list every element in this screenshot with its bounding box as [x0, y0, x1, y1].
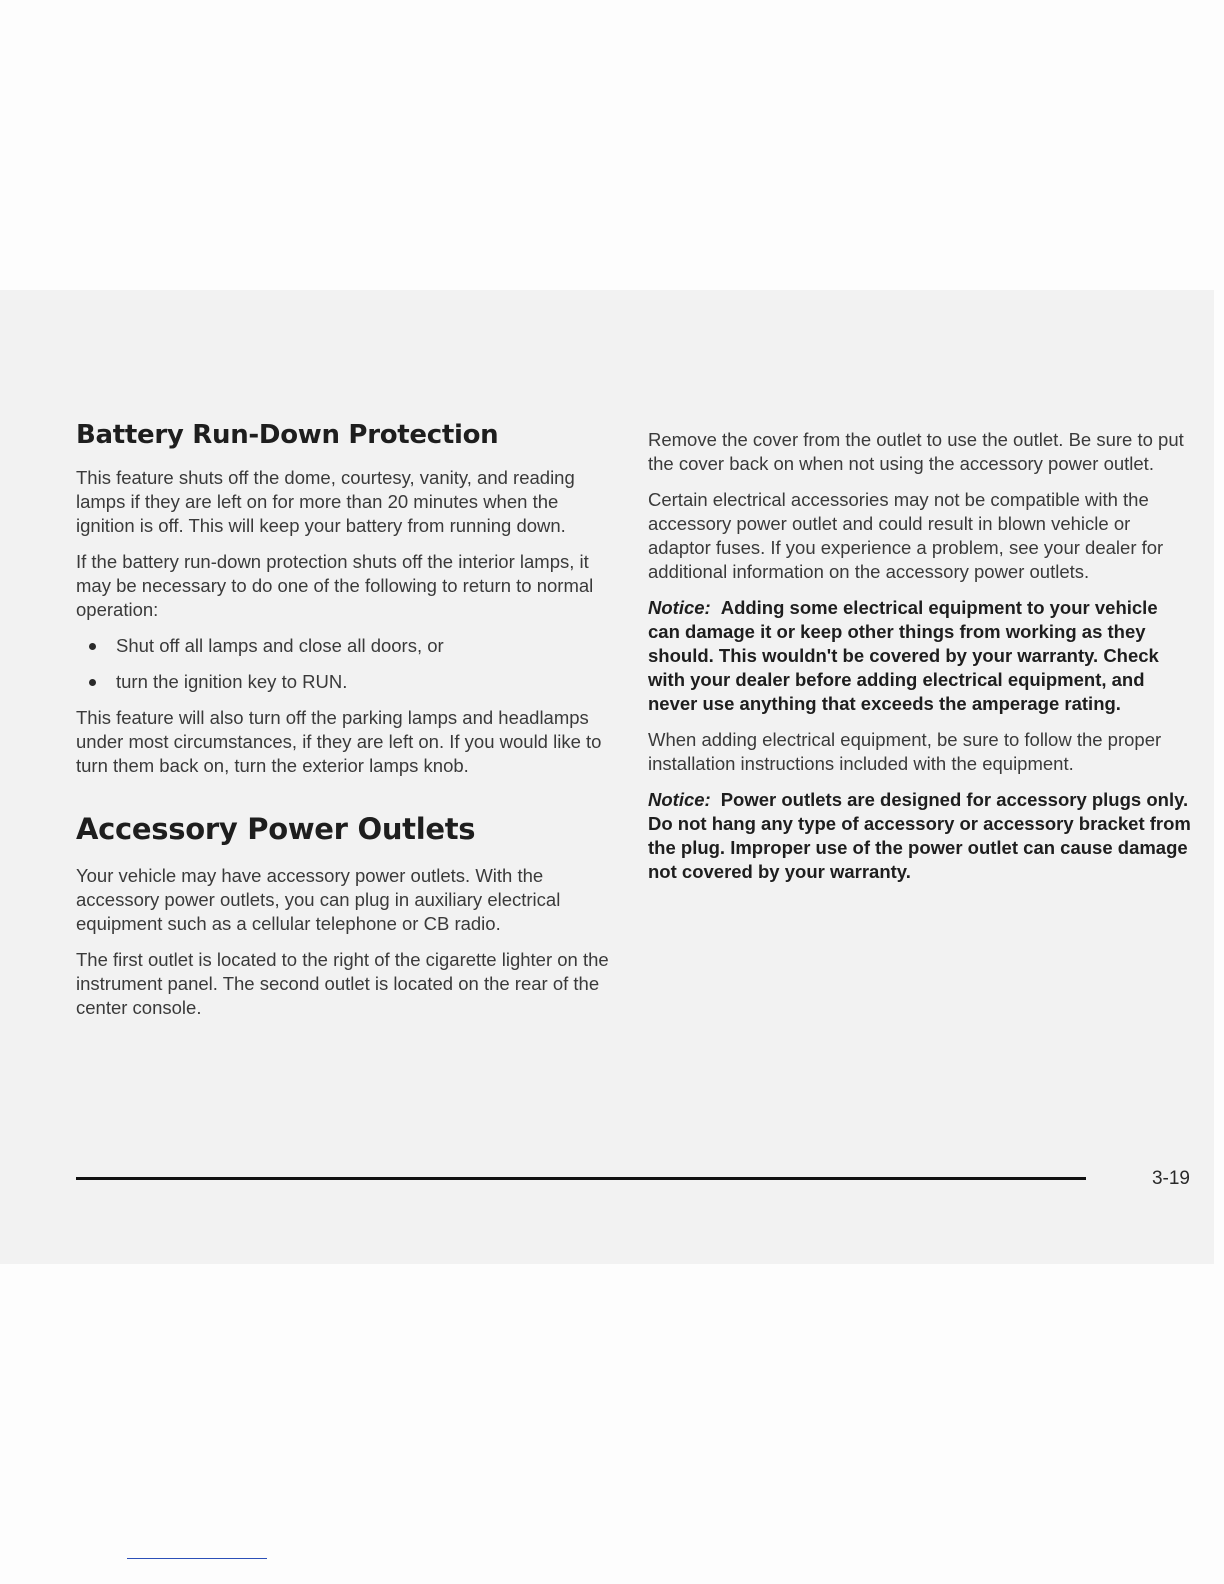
left-column [76, 420, 616, 1032]
installation-paragraph: When adding electrical equipment, be sure to follow the proper installation instructions included with the equipment. [648, 729, 1162, 774]
bullet-icon [89, 679, 96, 686]
notice-label: Notice: [648, 789, 711, 810]
footer-divider [76, 1177, 1086, 1180]
notice-text: Adding some electrical equipment to your vehicle can damage it or keep other things from working as they should. This wouldn't be covered by your warranty. Check with your dealer before adding electrical equipment, and never use anything that exceeds the amperage rating. [648, 597, 1159, 714]
outlet-cover-paragraph: Remove the cover from the outlet to use the outlet. Be sure to put the cover back on when not using the accessory power outlet. [648, 429, 1184, 474]
page-number: 3-19 [1151, 1168, 1190, 1189]
bullet-icon [89, 643, 96, 650]
list-item [76, 670, 616, 694]
notice-equipment [648, 596, 1194, 716]
notice-text: Power outlets are designed for accessory plugs only. Do not hang any type of accessory or accessory bracket from the plug. Improper use of the power outlet can cause damage not covered by your warranty. [648, 789, 1191, 882]
bullet-text: Shut off all lamps and close all doors, or [116, 635, 444, 656]
outlets-paragraph-1: Your vehicle may have accessory power outlets. With the accessory power outlets, you can plug in auxiliary electrical equipment such as a cellular telephone or CB radio. [76, 865, 561, 934]
notice-label: Notice: [648, 597, 711, 618]
battery-paragraph-3: This feature will also turn off the parking lamps and headlamps under most circumstances, if they are left on. If you would like to turn them back on, turn the exterior lamps knob. [76, 707, 602, 776]
footer-underline [127, 1558, 267, 1559]
battery-bullet-list [76, 634, 616, 694]
right-column [648, 428, 1194, 896]
bullet-text: turn the ignition key to RUN. [116, 671, 348, 692]
notice-outlets [648, 788, 1194, 884]
outlets-paragraph-2: The first outlet is located to the right of the cigarette lighter on the instrument panel. The second outlet is located on the rear of the center console. [76, 949, 609, 1018]
outlets-section-title: Accessory Power Outlets [76, 812, 476, 846]
compatibility-paragraph: Certain electrical accessories may not be compatible with the accessory power outlet and could result in blown vehicle or adaptor fuses. If you experience a problem, see your dealer for additional information on the accessory power outlets. [648, 489, 1164, 582]
battery-section-title: Battery Run-Down Protection [76, 420, 499, 450]
battery-paragraph-1: This feature shuts off the dome, courtesy, vanity, and reading lamps if they are left on for more than 20 minutes when the ignition is off. This will keep your battery from running down. [76, 467, 575, 536]
battery-paragraph-2: If the battery run-down protection shuts off the interior lamps, it may be necessary to do one of the following to return to normal operation: [76, 551, 594, 620]
list-item [76, 634, 616, 658]
